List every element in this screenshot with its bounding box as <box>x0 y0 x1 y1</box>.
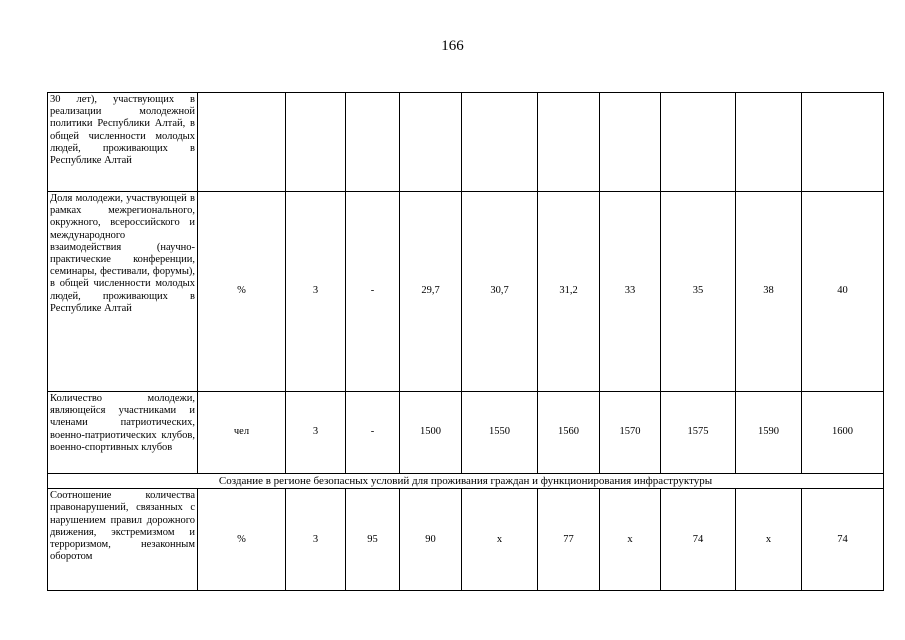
indicator-description: Соотношение количества правонарушений, связанных с нарушением правил дорожного движения, экстремизмом и терроризмом, незаконным оборотом <box>48 489 198 591</box>
table-cell: 38 <box>736 192 802 392</box>
table-cell: - <box>346 192 400 392</box>
table-cell: 3 <box>286 489 346 591</box>
table-cell: 30,7 <box>462 192 538 392</box>
table-cell: 74 <box>661 489 736 591</box>
table-cell: 1575 <box>661 392 736 474</box>
indicators-table <box>47 92 884 591</box>
table-cell: 90 <box>400 489 462 591</box>
table-cell: - <box>346 392 400 474</box>
unit-cell <box>198 93 286 192</box>
table-cell: 29,7 <box>400 192 462 392</box>
table-cell: 74 <box>802 489 884 591</box>
table-cell: 1590 <box>736 392 802 474</box>
table-cell: x <box>736 489 802 591</box>
table-cell: 1570 <box>600 392 661 474</box>
table-cell <box>661 93 736 192</box>
unit-cell: % <box>198 192 286 392</box>
table-cell: 3 <box>286 192 346 392</box>
table-cell: 1500 <box>400 392 462 474</box>
indicator-description: 30 лет), участвующих в реализации молодежной политики Республики Алтай, в общей численности молодых людей, проживающих в Республике Алтай <box>48 93 198 192</box>
table-cell: 40 <box>802 192 884 392</box>
table-cell: 35 <box>661 192 736 392</box>
unit-cell: % <box>198 489 286 591</box>
table-cell: 95 <box>346 489 400 591</box>
section-title: Создание в регионе безопасных условий для проживания граждан и функционирования инфраструктуры <box>48 474 884 489</box>
page-number: 166 <box>441 38 464 54</box>
table-cell: 33 <box>600 192 661 392</box>
table-cell: 3 <box>286 392 346 474</box>
table-cell: 1600 <box>802 392 884 474</box>
table-row <box>48 192 884 392</box>
section-row <box>48 474 884 489</box>
table-row <box>48 489 884 591</box>
table-cell: x <box>462 489 538 591</box>
indicator-description: Количество молодежи, являющейся участниками и членами патриотических, военно-патриотических клубов, военно-спортивных клубов <box>48 392 198 474</box>
table-cell <box>600 93 661 192</box>
table-cell <box>802 93 884 192</box>
table-cell: x <box>600 489 661 591</box>
table-cell <box>286 93 346 192</box>
table-row <box>48 93 884 192</box>
table-cell <box>462 93 538 192</box>
table-row <box>48 392 884 474</box>
table-cell: 1560 <box>538 392 600 474</box>
table-cell <box>400 93 462 192</box>
table-cell <box>346 93 400 192</box>
table-cell <box>736 93 802 192</box>
unit-cell: чел <box>198 392 286 474</box>
indicator-description: Доля молодежи, участвующей в рамках межрегионального, окружного, всероссийского и международного взаимодействия (научно-практические конференции, семинары, фестивали, форумы), в общей численности молодых людей, проживающих в Республике Алтай <box>48 192 198 392</box>
table-cell: 31,2 <box>538 192 600 392</box>
table-cell <box>538 93 600 192</box>
table-cell: 1550 <box>462 392 538 474</box>
table-cell: 77 <box>538 489 600 591</box>
